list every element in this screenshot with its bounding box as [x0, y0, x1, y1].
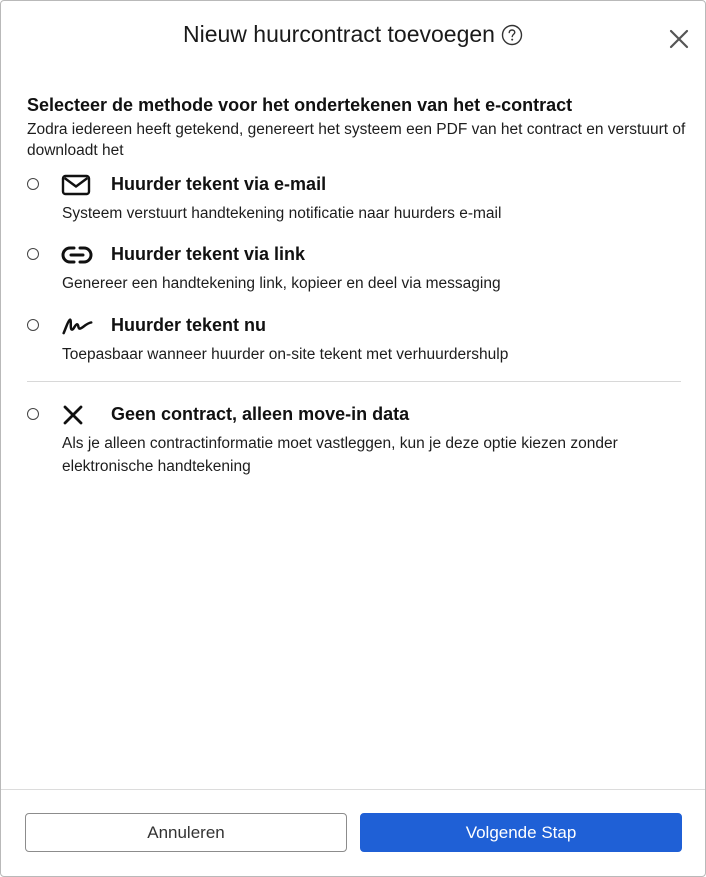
option-sign-now-description: Toepasbaar wanneer huurder on-site tekent met verhuurdershulp: [62, 346, 509, 363]
radio-sign-now[interactable]: [27, 319, 39, 331]
options-divider: [27, 381, 681, 382]
link-icon: [61, 243, 93, 267]
option-link-title: Huurder tekent via link: [111, 244, 306, 264]
option-link-description: Genereer een handtekening link, kopieer en deel via messaging: [62, 275, 501, 292]
cancel-button[interactable]: Annuleren: [25, 813, 347, 852]
close-icon[interactable]: [667, 27, 691, 51]
option-no-contract-title: Geen contract, alleen move-in data: [111, 404, 410, 424]
envelope-icon: [61, 173, 93, 197]
next-step-button[interactable]: Volgende Stap: [360, 813, 682, 852]
radio-link[interactable]: [27, 248, 39, 260]
question-circle-icon[interactable]: [501, 24, 523, 46]
footer-divider: [1, 789, 705, 790]
section-heading: Selecteer de methode voor het ondertekenen van het e-contract: [27, 95, 573, 115]
section-description: Zodra iedereen heeft getekend, genereert het systeem een PDF van het contract en verstuurt of downloadt het: [27, 121, 686, 159]
option-sign-now-title: Huurder tekent nu: [111, 315, 267, 335]
x-icon: [61, 403, 93, 427]
dialog-title: Nieuw huurcontract toevoegen: [183, 21, 495, 47]
option-no-contract-description: Als je alleen contractinformatie moet vastleggen, kun je deze optie kiezen zonder elektronische handtekening: [62, 435, 618, 475]
radio-no-contract[interactable]: [27, 408, 39, 420]
title-wrap: [1, 21, 705, 48]
signature-icon: [61, 314, 93, 338]
option-email-title: Huurder tekent via e-mail: [111, 174, 327, 194]
radio-email[interactable]: [27, 178, 39, 190]
option-email-description: Systeem verstuurt handtekening notificatie naar huurders e-mail: [62, 205, 502, 222]
dialog-header: [1, 1, 705, 73]
